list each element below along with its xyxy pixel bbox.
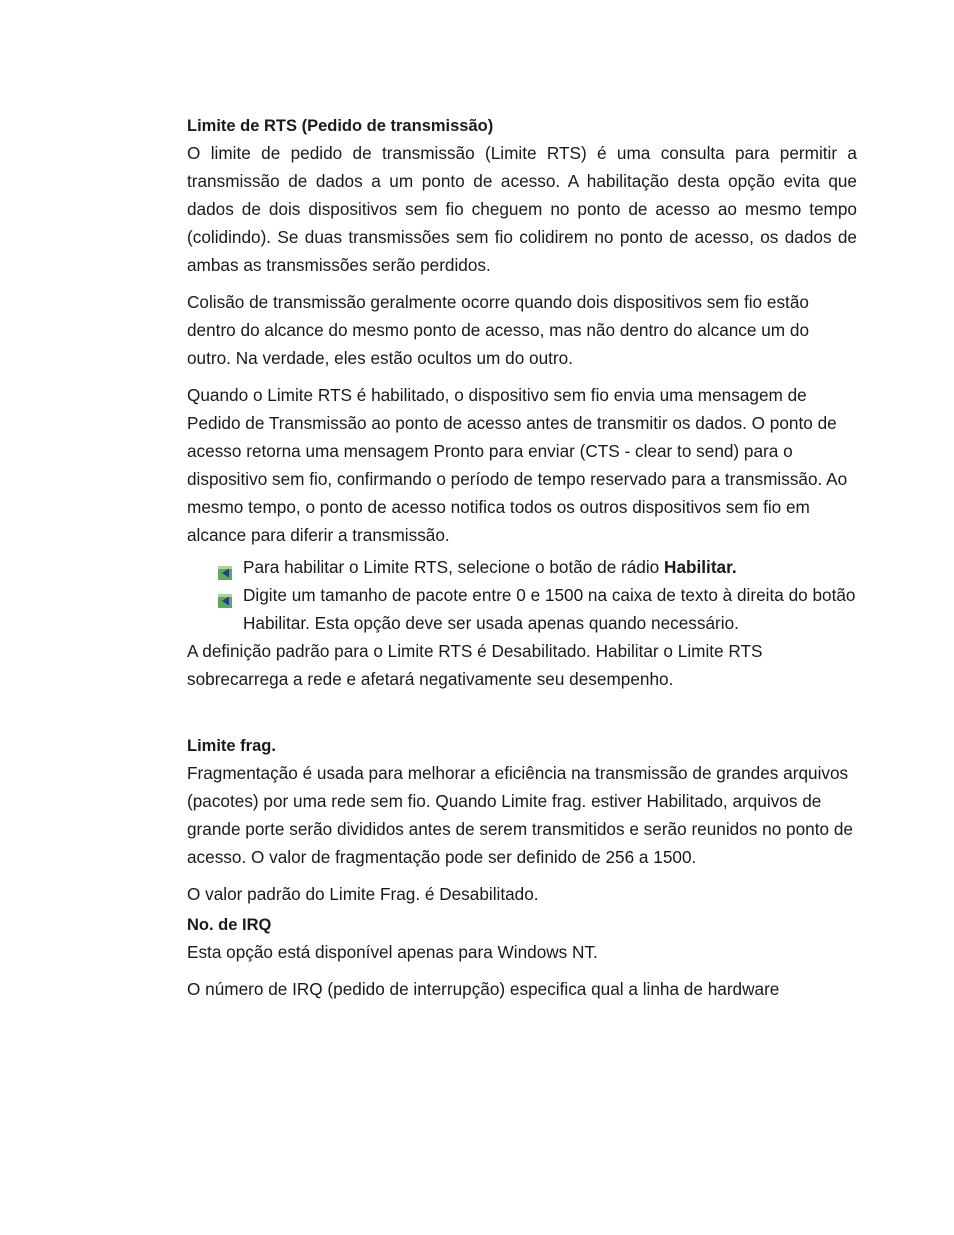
paragraph-frag-intro: Fragmentação é usada para melhorar a eficiência na transmissão de grandes arquivos (pacotes) por uma rede sem fio. Quando Limite frag. estiver Habilitado, arquivos de grande porte serão divididos antes de serem transmitidos e serão reunidos no ponto de acesso. O valor de fragmentação pode ser definido de 256 a 1500.: [187, 763, 853, 867]
section-heading-frag: Limite frag.: [187, 737, 276, 755]
section-heading-rts: Limite de RTS (Pedido de transmissão): [187, 117, 494, 135]
bullet-list: [187, 553, 857, 637]
paragraph-irq-os: Esta opção está disponível apenas para Windows NT.: [187, 942, 598, 962]
list-item: [243, 581, 857, 637]
bullet-arrow-icon: [218, 588, 232, 602]
paragraph-rts-process: Quando o Limite RTS é habilitado, o dispositivo sem fio envia uma mensagem de Pedido de Transmissão ao ponto de acesso antes de transmitir os dados. O ponto de acesso retorna uma mensagem Pronto para enviar (CTS - clear to send) para o dispositivo sem fio, confirmando o período de tempo reservado para a transmissão. Ao mesmo tempo, o ponto de acesso notifica todos os outros dispositivos sem fio em alcance para diferir a transmissão.: [187, 385, 848, 545]
bullet-arrow-icon: [218, 560, 232, 574]
section-spacer: [187, 702, 857, 733]
paragraph-rts-intro: O limite de pedido de transmissão (Limite RTS) é uma consulta para permitir a transmissão de dados a um ponto de acesso. A habilitação desta opção evita que dados de dois dispositivos sem fio cheguem no ponto de acesso ao mesmo tempo (colidindo). Se duas transmissões sem fio colidirem no ponto de acesso, os dados de ambas as transmissões serão perdidos.: [187, 143, 857, 275]
bullet-text: Para habilitar o Limite RTS, selecione o botão de rádio: [243, 557, 665, 577]
section-heading-irq: No. de IRQ: [187, 916, 272, 934]
paragraph-frag-default: O valor padrão do Limite Frag. é Desabilitado.: [187, 884, 539, 904]
list-item: [243, 553, 857, 581]
paragraph-irq-description: O número de IRQ (pedido de interrupção) especifica qual a linha de hardware: [187, 979, 780, 999]
document-page: [187, 113, 857, 1012]
bullet-text: Digite um tamanho de pacote entre 0 e 1500 na caixa de texto à direita do botão Habilitar. Esta opção deve ser usada apenas quando necessário.: [243, 585, 856, 633]
paragraph-rts-default: A definição padrão para o Limite RTS é Desabilitado. Habilitar o Limite RTS sobrecarrega a rede e afetará negativamente seu desempenho.: [187, 641, 763, 689]
bullet-bold-text: Habilitar.: [664, 557, 737, 577]
paragraph-rts-collision: Colisão de transmissão geralmente ocorre quando dois dispositivos sem fio estão dentro do alcance do mesmo ponto de acesso, mas não dentro do alcance um do outro. Na verdade, eles estão ocultos um do outro.: [187, 292, 810, 368]
